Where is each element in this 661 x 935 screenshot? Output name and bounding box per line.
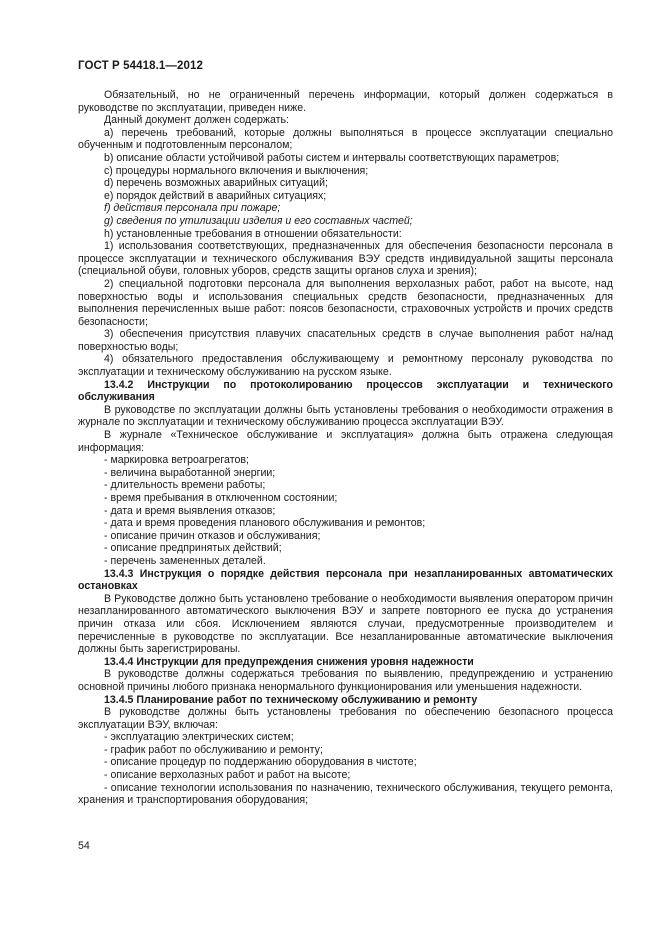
- paragraph: 3) обеспечения присутствия плавучих спасательных средств в случае выполнения работ на/над поверхностью воды;: [78, 328, 613, 353]
- paragraph: - перечень замененных деталей.: [104, 554, 266, 567]
- paragraph: В руководстве должны быть установлены требования по обеспечению безопасного процесса эксплуатации ВЭУ, включая:: [78, 706, 613, 731]
- paragraph: - величина выработанной энергии;: [104, 466, 276, 479]
- paragraph: Данный документ должен содержать:: [104, 114, 289, 127]
- paragraph: В Руководстве должно быть установлено требование о необходимости выявления оператором причин незапланированного автоматического выключения ВЭУ и запрете повторного ее пуска до устранения причин отказа или сбоя. Исключением являются случаи, предусмотренные производителем и перечисленные в руководстве по эксплуатации. Все незапланированные автоматические выключения должны быть зарегистрированы.: [78, 592, 613, 656]
- paragraph: c) процедуры нормального включения и выключения;: [104, 164, 369, 177]
- paragraph: e) порядок действий в аварийных ситуациях;: [104, 189, 327, 202]
- paragraph: - время пребывания в отключенном состоянии;: [104, 492, 338, 504]
- paragraph: - описание процедур по поддержанию оборудования в чистоте;: [104, 756, 417, 769]
- section-heading: 13.4.5 Планирование работ по техническому обслуживанию и ремонту: [104, 693, 478, 706]
- document-body: [78, 89, 613, 807]
- paragraph: h) установленные требования в отношении обязательности:: [104, 227, 402, 240]
- document-header: ГОСТ Р 54418.1—2012: [78, 60, 203, 72]
- paragraph: - график работ по обслуживанию и ремонту;: [104, 743, 323, 756]
- paragraph: В журнале «Техническое обслуживание и эксплуатация» должна быть отражена следующая информация:: [78, 429, 613, 454]
- paragraph: b) описание области устойчивой работы систем и интервалы соответствующих параметров;: [104, 151, 560, 164]
- paragraph: - эксплуатацию электрических систем;: [104, 731, 294, 744]
- paragraph: - описание технологии использования по назначению, технического обслуживания, текущего ремонта, хранения и транспортирования оборудования;: [78, 781, 613, 807]
- paragraph: Обязательный, но не ограниченный перечень информации, который должен содержаться в руководстве по эксплуатации, приведен ниже.: [78, 89, 613, 114]
- paragraph: В руководстве по эксплуатации должны быть установлены требования о необходимости отражения в журнале по эксплуатации и техническому обслуживанию процесса эксплуатации ВЭУ.: [78, 403, 613, 429]
- paragraph: - описание верхолазных работ и работ на высоте;: [104, 769, 351, 782]
- section-heading: 13.4.3 Инструкция о порядке действия персонала при незапланированных автоматических остановках: [78, 567, 613, 593]
- section-heading: 13.4.2 Инструкции по протоколированию процессов эксплуатации и технического обслуживания: [78, 378, 613, 404]
- paragraph: - дата и время выявления отказов;: [104, 504, 276, 517]
- paragraph: 2) специальной подготовки персонала для выполнения верхолазных работ, работ на высоте, над поверхностью воды и использования специальных средств безопасности, предназначенных для выполнения перечисленных выше работ: поясов безопасности, страховочных устройств и прочих средств безопасности;: [78, 277, 613, 328]
- paragraph: 4) обязательного предоставления обслуживающему и ремонтному персоналу руководства по эксплуатации и техническому обслуживанию на русском языке.: [78, 353, 613, 379]
- section-heading: 13.4.4 Инструкции для предупреждения снижения уровня надежности: [104, 655, 474, 668]
- paragraph: - описание причин отказов и обслуживания;: [104, 529, 321, 542]
- paragraph: d) перечень возможных аварийных ситуаций;: [104, 177, 328, 190]
- page-number: 54: [78, 840, 90, 852]
- paragraph: - дата и время проведения планового обслуживания и ремонтов;: [104, 517, 426, 530]
- paragraph: f) действия персонала при пожаре;: [104, 202, 281, 215]
- paragraph: a) перечень требований, которые должны выполняться в процессе эксплуатации специально обученным и подготовленным персоналом;: [78, 126, 613, 152]
- paragraph: В руководстве должны содержаться требования по выявлению, предупреждению и устранению основной причины любого признака ненормального функционирования или уменьшения надежности.: [78, 668, 613, 693]
- paragraph: - маркировка ветроагрегатов;: [104, 454, 249, 467]
- paragraph: g) сведения по утилизации изделия и его составных частей;: [104, 214, 413, 227]
- paragraph: - длительность времени работы;: [104, 479, 266, 492]
- paragraph: 1) использования соответствующих, предназначенных для обеспечения безопасности персонала в процессе эксплуатации и технического обслуживания ВЭУ средств индивидуальной защиты персонала (специальной обуви, головных уборов, средств защиты органов слуха и зрения);: [78, 240, 613, 278]
- paragraph: - описание предпринятых действий;: [104, 542, 282, 555]
